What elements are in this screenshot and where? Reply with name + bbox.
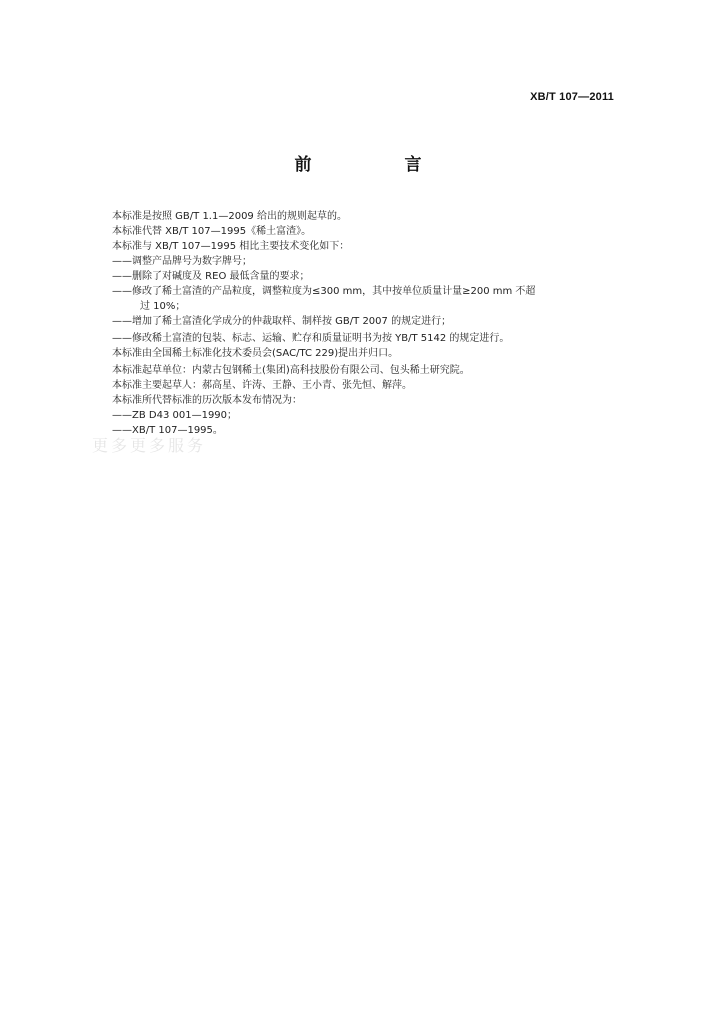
watermark: 更多更多服务 bbox=[92, 436, 207, 455]
list-item: ——修改稀土富渣的包装、标志、运输、贮存和质量证明书为按 YB/T 5142 的规定进行。 bbox=[112, 333, 510, 344]
list-item: ——删除了对碱度及 REO 最低含量的要求； bbox=[112, 271, 310, 282]
text-line: 本标准是按照 GB/T 1.1—2009 给出的规则起草的。 bbox=[112, 211, 347, 222]
list-item: ——修改了稀土富渣的产品粒度，调整粒度为≤300 mm，其中按单位质量计量≥200 mm 不超 bbox=[112, 286, 536, 297]
list-item: ——调整产品牌号为数字牌号； bbox=[112, 256, 252, 267]
text-line: 本标准起草单位：内蒙古包钢稀土(集团)高科技股份有限公司、包头稀土研究院。 bbox=[112, 365, 470, 376]
text-line: 本标准主要起草人：郝高星、许涛、王静、王小青、张先恒、解萍。 bbox=[112, 380, 412, 391]
list-item: ——增加了稀土富渣化学成分的仲裁取样、制样按 GB/T 2007 的规定进行； bbox=[112, 316, 452, 327]
text-line: 本标准与 XB/T 107—1995 相比主要技术变化如下： bbox=[112, 241, 350, 252]
standard-code: XB/T 107—2011 bbox=[530, 91, 614, 103]
text-line: 本标准所代替标准的历次版本发布情况为： bbox=[112, 395, 302, 406]
text-line: 本标准代替 XB/T 107—1995《稀土富渣》。 bbox=[112, 226, 312, 237]
page-title: 前 言 bbox=[294, 155, 460, 175]
text-line: 本标准由全国稀土标准化技术委员会(SAC/TC 229)提出并归口。 bbox=[112, 348, 399, 359]
list-item: ——ZB D43 001—1990； bbox=[112, 410, 238, 421]
foreword-body bbox=[112, 209, 620, 438]
list-item: ——XB/T 107—1995。 bbox=[112, 425, 223, 436]
list-item-continuation: 过 10%； bbox=[140, 301, 186, 312]
